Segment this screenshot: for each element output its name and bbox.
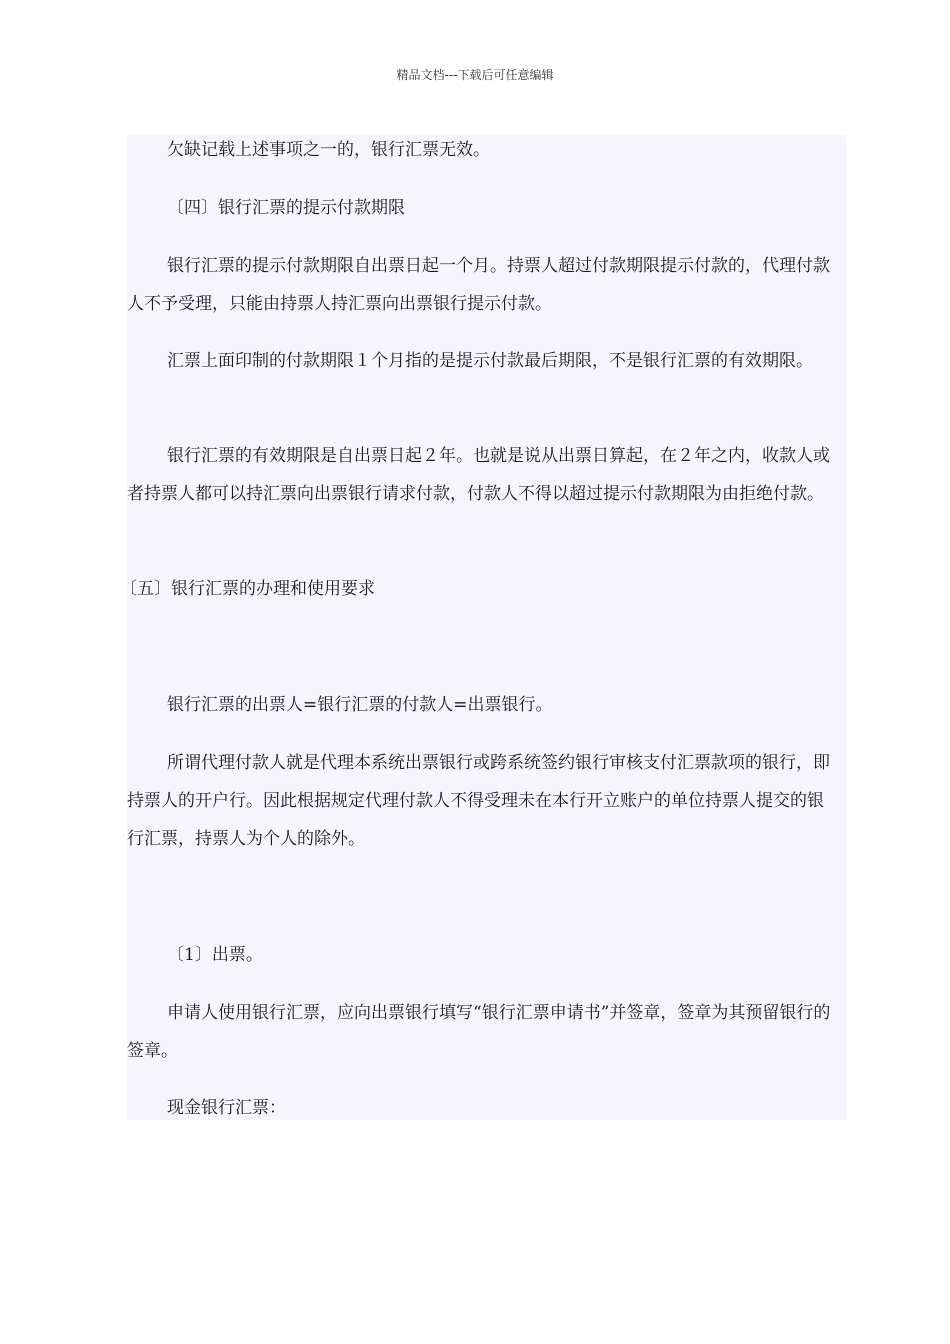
section-heading-4: 〔四〕银行汇票的提示付款期限 — [167, 198, 405, 218]
paragraph-invalid-note: 欠缺记载上述事项之一的，银行汇票无效。 — [167, 140, 490, 160]
paragraph-printed-period: 汇票上面印制的付款期限１个月指的是提示付款最后期限，不是银行汇票的有效期限。 — [167, 351, 813, 371]
paragraph-cash-draft: 现金银行汇票： — [167, 1098, 286, 1118]
section-heading-5: 〔五〕银行汇票的办理和使用要求 — [120, 579, 375, 599]
paragraph-drawer-equals: 银行汇票的出票人=银行汇票的付款人=出票银行。 — [167, 695, 553, 715]
paragraph-presentment-period: 银行汇票的提示付款期限自出票日起一个月。持票人超过付款期限提示付款的，代理付款人不予受理，只能由持票人持汇票向出票银行提示付款。 — [127, 256, 830, 314]
page-header: 精品文档---下载后可任意编辑 — [396, 68, 554, 82]
paragraph-issuance-heading: 〔1〕出票。 — [167, 945, 263, 965]
paragraph-validity-period: 银行汇票的有效期限是自出票日起２年。也就是说从出票日算起，在２年之内，收款人或者持票人都可以持汇票向出票银行请求付款，付款人不得以超过提示付款期限为由拒绝付款。 — [127, 446, 830, 504]
paragraph-agent-payer: 所谓代理付款人就是代理本系统出票银行或跨系统签约银行审核支付汇票款项的银行，即持票人的开户行。因此根据规定代理付款人不得受理未在本行开立账户的单位持票人提交的银行汇票，持票人为个人的除外。 — [127, 753, 830, 849]
paragraph-application: 申请人使用银行汇票，应向出票银行填写“银行汇票申请书”并签章，签章为其预留银行的签章。 — [127, 1003, 831, 1061]
